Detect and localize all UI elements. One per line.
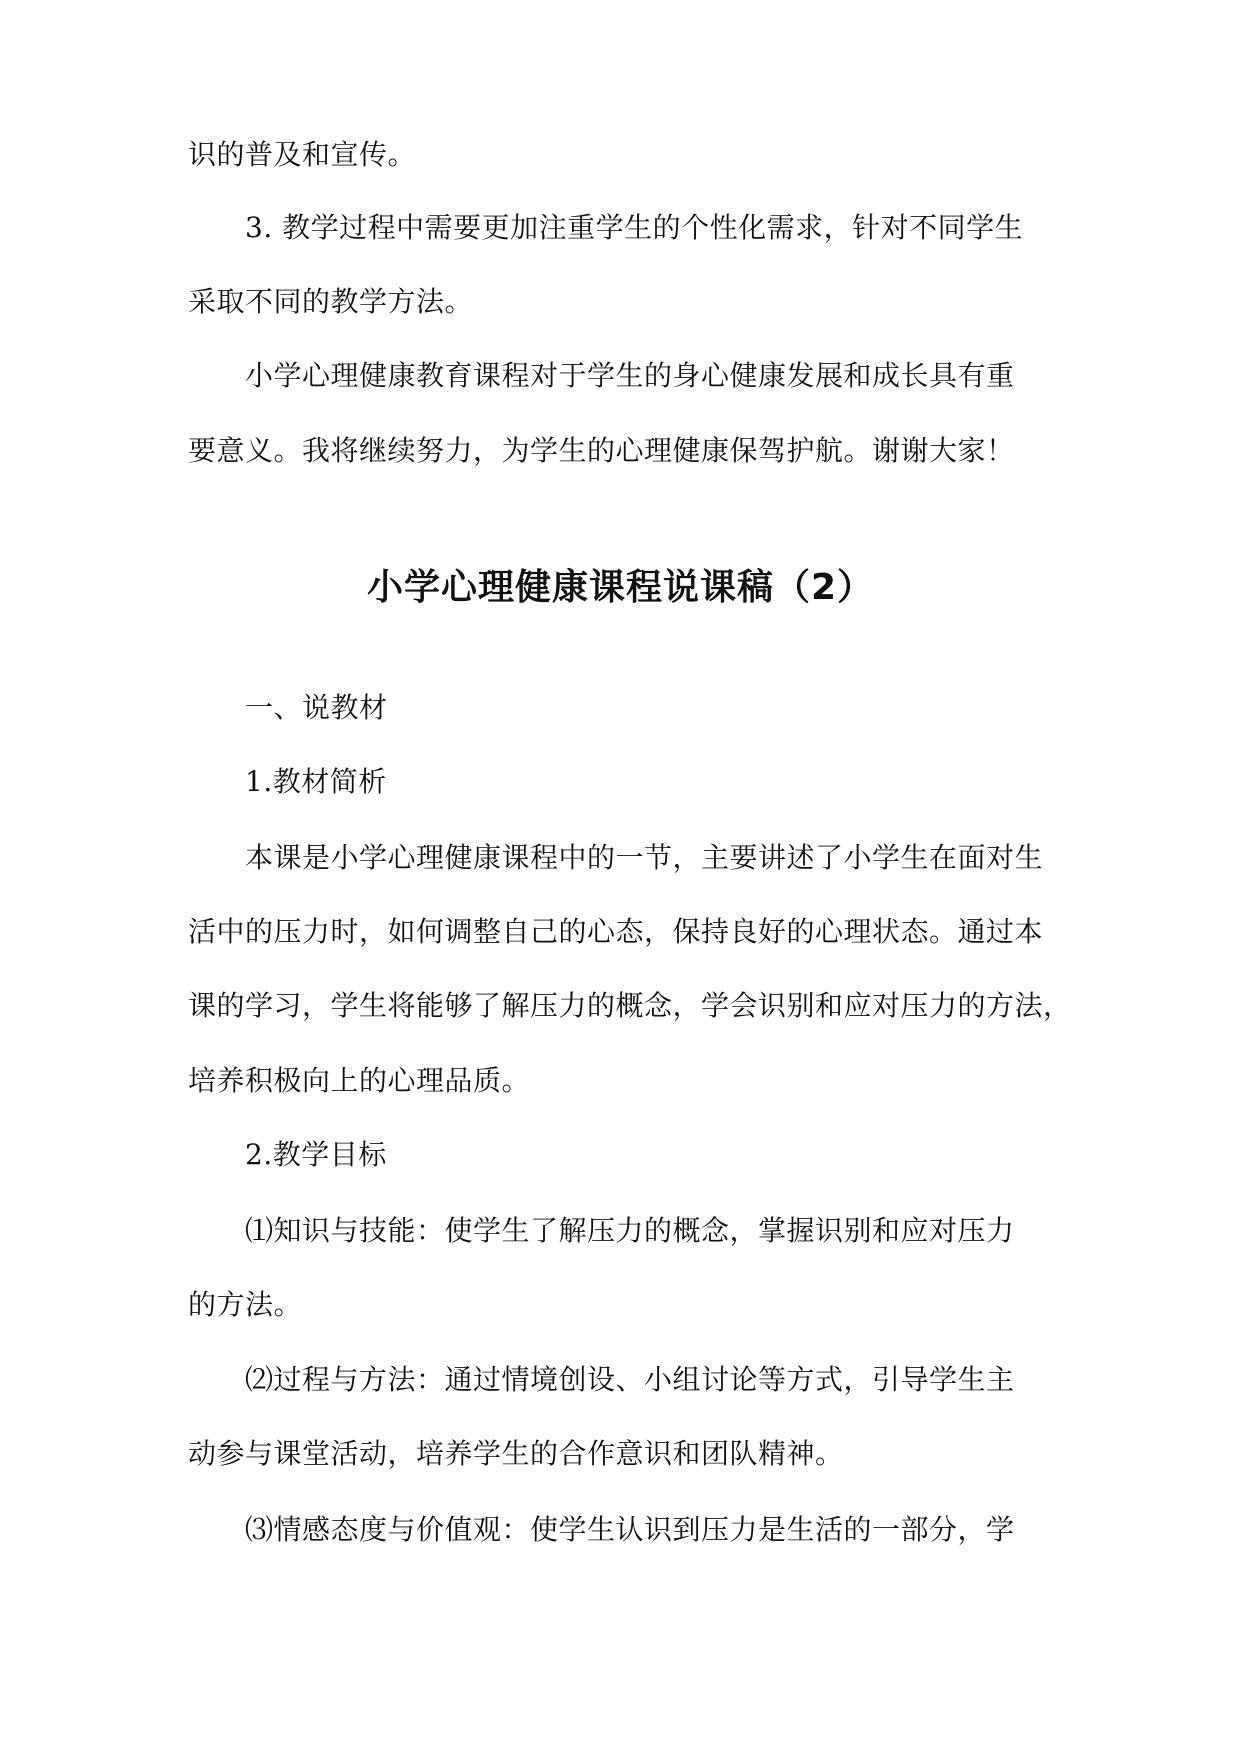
- text-line-point-3-cont: 采取不同的教学方法。: [188, 285, 474, 318]
- text-line-subsection-2: 2.教学目标: [245, 1138, 387, 1171]
- text-line-paragraph: 课的学习，学生将能够了解压力的概念，学会识别和应对压力的方法，: [188, 989, 1072, 1022]
- text-line-goal-2-cont: 动参与课堂活动，培养学生的合作意识和团队精神。: [188, 1437, 844, 1470]
- text-line-paragraph: 活中的压力时，如何调整自己的心态，保持良好的心理状态。通过本: [188, 915, 1044, 948]
- text-line-closing-cont: 要意义。我将继续努力，为学生的心理健康保驾护航。谢谢大家！: [188, 434, 1015, 467]
- text-line-point-3: 3. 教学过程中需要更加注重学生的个性化需求，针对不同学生: [245, 211, 1024, 244]
- text-line-section-1: 一、说教材: [245, 691, 388, 724]
- text-line-paragraph: 培养积极向上的心理品质。: [188, 1064, 531, 1097]
- text-line-goal-3: ⑶情感态度与价值观：使学生认识到压力是生活的一部分，学: [245, 1513, 1015, 1546]
- text-line-subsection-1: 1.教材简析: [245, 765, 387, 798]
- text-line-paragraph: 本课是小学心理健康课程中的一节，主要讲述了小学生在面对生: [245, 841, 1044, 874]
- text-line-goal-1: ⑴知识与技能：使学生了解压力的概念，掌握识别和应对压力: [245, 1214, 1015, 1247]
- text-line-goal-1-cont: 的方法。: [188, 1288, 303, 1321]
- text-line-goal-2: ⑵过程与方法：通过情境创设、小组讨论等方式，引导学生主: [245, 1363, 1015, 1396]
- text-line-closing: 小学心理健康教育课程对于学生的身心健康发展和成长具有重: [245, 359, 1015, 392]
- text-line-continuation: 识的普及和宣传。: [188, 138, 417, 171]
- section-heading: 小学心理健康课程说课稿（2）: [366, 567, 875, 608]
